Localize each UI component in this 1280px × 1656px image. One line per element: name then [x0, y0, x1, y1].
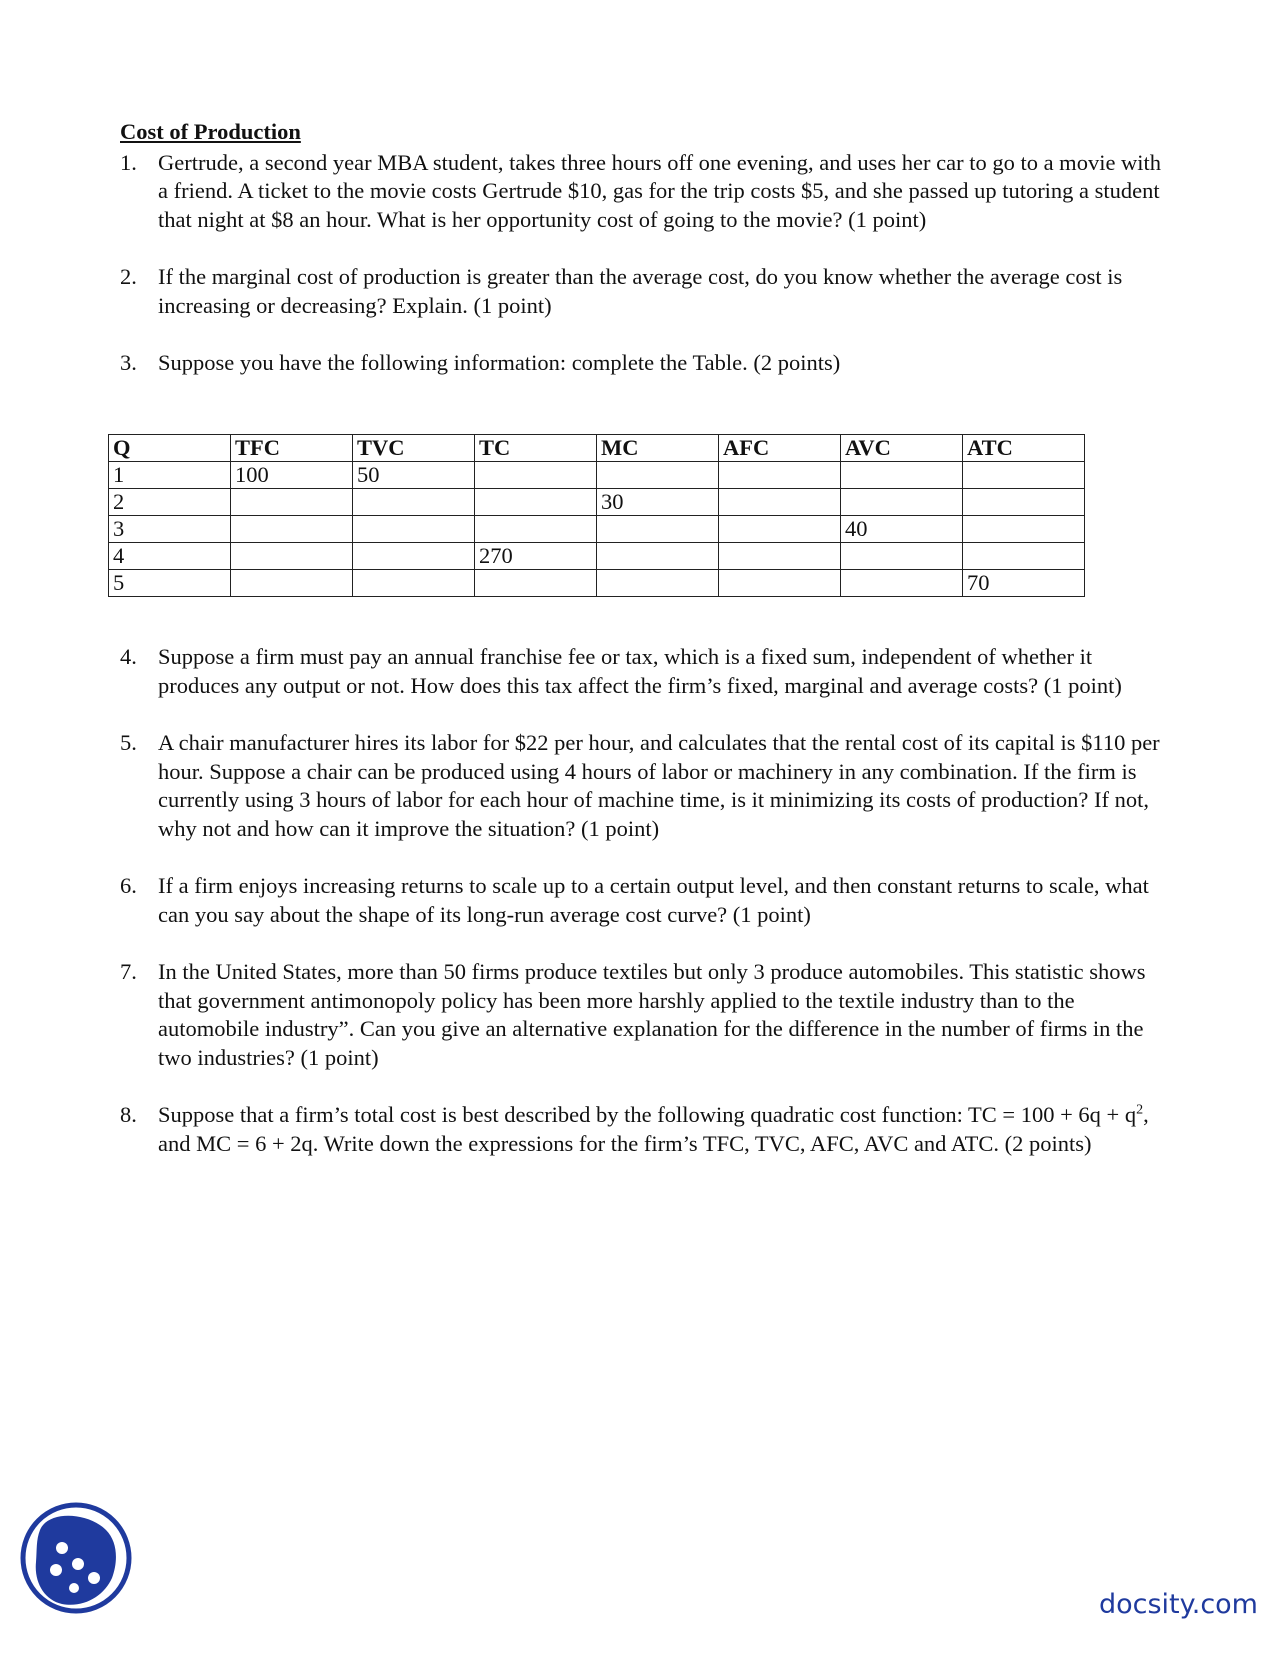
question-text: Suppose a firm must pay an annual franchise fee or tax, which is a fixed sum, independent of whether it produces any output or not. How does this tax affect the firm’s fixed, marginal and average costs? (1 point)	[158, 644, 1122, 698]
question-text: Gertrude, a second year MBA student, takes three hours off one evening, and uses her car to go to a movie with a friend. A ticket to the movie costs Gertrude $10, gas for the trip costs $5, and she passed up tutoring a student that night at $8 an hour. What is her opportunity cost of going to the movie? (1 point)	[158, 149, 1162, 232]
question-text: If a firm enjoys increasing returns to scale up to a certain output level, and then constant returns to scale, what can you say about the shape of its long-run average cost curve? (1 point)	[158, 873, 1149, 927]
question-text: A chair manufacturer hires its labor for $22 per hour, and calculates that the rental cost of its capital is $110 per hour. Suppose a chair can be produced using 4 hours of labor or machinery in any combination. If the firm is currently using 3 hours of labor for each hour of machine time, is it minimizing its costs of production? If not, why not and how can it improve the situation? (1 point)	[158, 730, 1160, 841]
question-4	[120, 643, 1170, 700]
table-cell: 1	[109, 462, 231, 489]
table-cell	[963, 489, 1085, 516]
table-cell	[841, 462, 963, 489]
docsity-brand-link[interactable]: docsity.com	[1098, 1589, 1258, 1620]
table-cell	[719, 516, 841, 543]
question-number: 6.	[120, 873, 137, 898]
question-text-part1: Suppose that a firm’s total cost is best described by the following quadratic cost function: TC = 100 + 6q + q	[158, 1102, 1137, 1127]
table-cell	[597, 462, 719, 489]
table-cell	[353, 516, 475, 543]
question-text-part2: , and MC = 6 + 2q. Write down the expressions for the firm’s TFC, TVC, AFC, AVC and ATC. (2 points)	[158, 1102, 1149, 1156]
table-cell	[231, 570, 353, 597]
table-cell	[475, 489, 597, 516]
question-7	[120, 958, 1170, 1072]
column-header-q: Q	[109, 435, 231, 462]
question-3	[120, 349, 1170, 378]
table-cell	[719, 462, 841, 489]
table-cell	[475, 570, 597, 597]
table-cell	[719, 489, 841, 516]
table-cell	[475, 516, 597, 543]
table-cell	[353, 543, 475, 570]
table-cell	[475, 462, 597, 489]
table-row	[109, 516, 1085, 543]
table-cell: 3	[109, 516, 231, 543]
table-row	[109, 489, 1085, 516]
table-cell	[353, 489, 475, 516]
table-cell	[231, 516, 353, 543]
table-cell: 30	[597, 489, 719, 516]
table-cell: 70	[963, 570, 1085, 597]
column-header-afc: AFC	[719, 435, 841, 462]
question-superscript: 2	[1136, 1102, 1144, 1118]
question-8	[120, 1101, 1170, 1158]
table-cell	[719, 570, 841, 597]
table-cell: 50	[353, 462, 475, 489]
table-cell	[231, 489, 353, 516]
column-header-tfc: TFC	[231, 435, 353, 462]
question-text: If the marginal cost of production is greater than the average cost, do you know whether the average cost is increasing or decreasing? Explain. (1 point)	[158, 264, 1123, 318]
table-cell	[963, 462, 1085, 489]
question-2	[120, 263, 1170, 320]
table-row	[109, 462, 1085, 489]
question-number: 2.	[120, 264, 137, 289]
table-header-row	[109, 435, 1085, 462]
page-title: Cost of Production	[120, 119, 301, 144]
table-cell: 40	[841, 516, 963, 543]
question-number: 3.	[120, 350, 137, 375]
table-cell	[353, 570, 475, 597]
table-row	[109, 543, 1085, 570]
question-text: In the United States, more than 50 firms produce textiles but only 3 produce automobiles. This statistic shows that government antimonopoly policy has been more harshly applied to the textile industry than to the automobile industry”. Can you give an alternative explanation for the difference in the number of firms in the two industries? (1 point)	[158, 959, 1146, 1070]
table-cell	[841, 543, 963, 570]
column-header-avc: AVC	[841, 435, 963, 462]
table-cell: 4	[109, 543, 231, 570]
question-number: 1.	[120, 149, 137, 175]
cost-table	[108, 434, 1085, 597]
docsity-logo-icon[interactable]	[18, 1500, 134, 1616]
table-cell: 270	[475, 543, 597, 570]
document-body-continued	[120, 643, 1170, 1158]
table-cell	[963, 543, 1085, 570]
question-1	[120, 149, 1170, 235]
question-number: 4.	[120, 644, 137, 669]
table-cell	[231, 543, 353, 570]
question-text: Suppose you have the following information: complete the Table. (2 points)	[158, 350, 841, 375]
table-row	[109, 570, 1085, 597]
column-header-tc: TC	[475, 435, 597, 462]
question-number: 8.	[120, 1102, 137, 1127]
column-header-mc: MC	[597, 435, 719, 462]
table-cell	[841, 570, 963, 597]
table-cell	[963, 516, 1085, 543]
question-6	[120, 872, 1170, 929]
column-header-atc: ATC	[963, 435, 1085, 462]
table-cell: 100	[231, 462, 353, 489]
question-number: 7.	[120, 959, 137, 984]
table-cell	[719, 543, 841, 570]
table-cell	[597, 516, 719, 543]
question-number: 5.	[120, 730, 137, 755]
table-cell	[841, 489, 963, 516]
table-cell: 2	[109, 489, 231, 516]
column-header-tvc: TVC	[353, 435, 475, 462]
table-cell	[597, 543, 719, 570]
table-cell: 5	[109, 570, 231, 597]
table-cell	[597, 570, 719, 597]
document-body	[120, 118, 1170, 378]
question-5	[120, 729, 1170, 843]
